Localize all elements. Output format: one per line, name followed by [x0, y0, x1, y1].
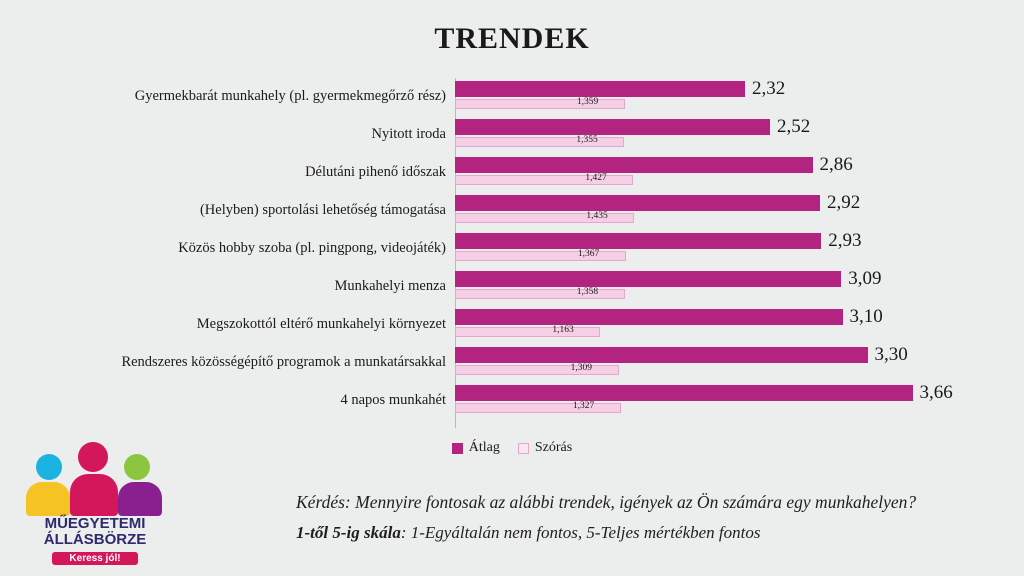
- category-label: Gyermekbarát munkahely (pl. gyermekmegőrző rész): [134, 88, 446, 105]
- logo-head-pink: [78, 442, 108, 472]
- logo-head-green: [124, 454, 150, 480]
- chart-row: [20, 78, 1010, 116]
- bar-group: [455, 344, 1010, 382]
- bar-atlag: [455, 119, 770, 135]
- scale-description: : 1-Egyáltalán nem fontos, 5-Teljes mértékben fontos: [400, 522, 761, 542]
- legend-swatch-atlag: [452, 443, 463, 454]
- bar-szoras: [455, 251, 626, 261]
- bar-group: [455, 154, 1010, 192]
- bar-szoras: [455, 327, 600, 337]
- category-label: Közös hobby szoba (pl. pingpong, videojáték): [178, 240, 446, 257]
- bar-group: [455, 268, 1010, 306]
- bar-atlag: [455, 81, 745, 97]
- bar-value-szoras: 1,163: [552, 325, 574, 335]
- chart-row: [20, 344, 1010, 382]
- question-text: Kérdés: Mennyire fontosak az alábbi trendek, igények az Ön számára egy munkahelyen?: [296, 492, 917, 512]
- bar-group: [455, 192, 1010, 230]
- bar-chart: [20, 78, 1010, 428]
- logo-body-pink: [70, 474, 118, 516]
- bar-group: [455, 382, 1010, 420]
- bar-value-atlag: 2,32: [752, 78, 786, 99]
- legend-label-atlag: Átlag: [468, 440, 500, 455]
- bar-atlag: [455, 157, 813, 173]
- bar-atlag: [455, 195, 820, 211]
- bar-value-szoras: 1,435: [586, 211, 608, 221]
- logo-body-purple: [118, 482, 162, 516]
- logo-subtitle: Keress jól!: [52, 552, 138, 565]
- bar-value-szoras: 1,309: [570, 363, 592, 373]
- logo-body-yellow: [26, 482, 70, 516]
- chart-row: [20, 306, 1010, 344]
- legend-item-atlag: [452, 440, 500, 456]
- bar-value-atlag: 3,10: [849, 306, 883, 327]
- legend-swatch-szoras: [518, 443, 529, 454]
- bar-value-szoras: 1,359: [576, 97, 599, 107]
- bar-group: [455, 78, 1010, 116]
- legend-label-szoras: Szórás: [534, 440, 573, 455]
- bar-value-atlag: 2,92: [827, 192, 861, 213]
- bar-value-atlag: 2,93: [828, 230, 862, 251]
- bar-value-szoras: 1,367: [577, 249, 600, 259]
- logo: [20, 440, 170, 568]
- chart-row: [20, 192, 1010, 230]
- category-label: Délutáni pihenő időszak: [305, 164, 446, 181]
- bar-value-atlag: 2,52: [777, 116, 811, 137]
- logo-title: [20, 516, 170, 548]
- bar-atlag: [455, 271, 841, 287]
- bar-szoras: [455, 289, 625, 299]
- bar-group: [455, 306, 1010, 344]
- chart-row: [20, 230, 1010, 268]
- bar-value-atlag: 2,86: [819, 154, 853, 175]
- bar-szoras: [455, 365, 619, 375]
- bar-atlag: [455, 347, 868, 363]
- scale-text: [296, 523, 1016, 543]
- logo-figures: [20, 440, 170, 518]
- category-label: 4 napos munkahét: [340, 392, 446, 409]
- chart-row: [20, 382, 1010, 420]
- category-label: Munkahelyi menza: [334, 278, 446, 295]
- category-label: Nyitott iroda: [371, 126, 446, 143]
- bar-group: [455, 230, 1010, 268]
- bar-atlag: [455, 309, 843, 325]
- bar-value-atlag: 3,66: [919, 382, 953, 403]
- category-label: Megszokottól eltérő munkahelyi környezet: [196, 316, 446, 333]
- logo-head-blue: [36, 454, 62, 480]
- bar-group: [455, 116, 1010, 154]
- bar-szoras: [455, 137, 624, 147]
- bar-atlag: [455, 233, 821, 249]
- category-label: Rendszeres közösségépítő programok a munkatársakkal: [121, 354, 446, 371]
- bar-szoras: [455, 403, 621, 413]
- chart-row: [20, 154, 1010, 192]
- bar-value-atlag: 3,30: [874, 344, 908, 365]
- category-label: (Helyben) sportolási lehetőség támogatása: [199, 202, 446, 219]
- bar-atlag: [455, 385, 913, 401]
- footnotes: [296, 492, 1016, 543]
- logo-title-line1: MŰEGYETEMI: [44, 515, 146, 532]
- legend-item-szoras: [518, 440, 572, 456]
- bar-szoras: [455, 99, 625, 109]
- scale-label: 1-től 5-ig skála: [296, 522, 401, 542]
- bar-value-szoras: 1,355: [576, 135, 598, 145]
- page-title: TRENDEK: [434, 22, 590, 55]
- chart-row: [20, 116, 1010, 154]
- bar-value-szoras: 1,327: [572, 401, 595, 411]
- logo-title-line2: ÁLLÁSBÖRZE: [43, 530, 147, 548]
- chart-row: [20, 268, 1010, 306]
- bar-value-szoras: 1,427: [585, 173, 607, 183]
- bar-value-szoras: 1,358: [576, 287, 599, 297]
- bar-value-atlag: 3,09: [848, 268, 882, 289]
